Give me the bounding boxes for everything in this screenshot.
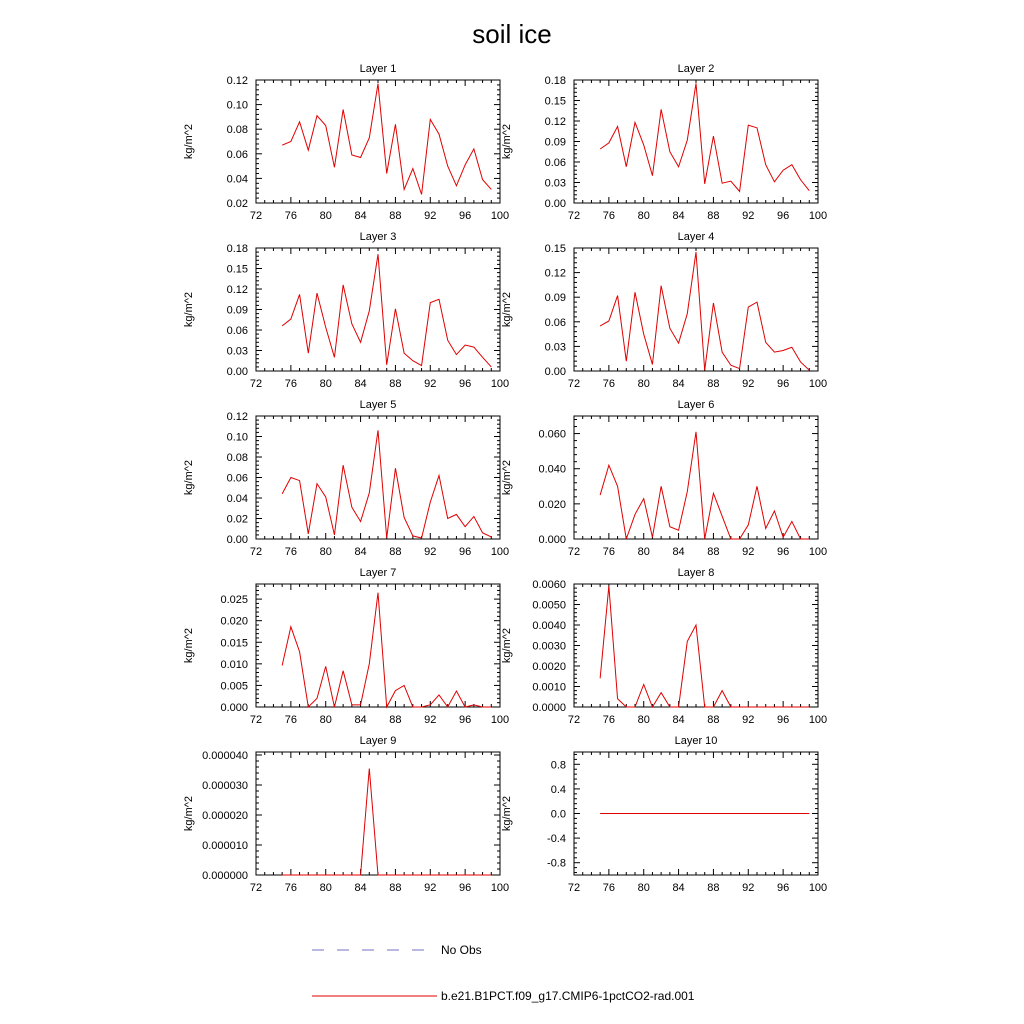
x-tick-label: 84 [672, 210, 685, 222]
x-tick-label: 96 [777, 714, 790, 726]
y-tick-label: 0.000 [220, 702, 248, 714]
y-tick-label: 0.08 [226, 452, 248, 464]
series-line [600, 432, 809, 539]
x-tick-label: 92 [742, 714, 755, 726]
y-tick-label: 0.15 [544, 243, 566, 255]
panel-layer-4 [501, 231, 827, 390]
x-tick-label: 84 [672, 714, 685, 726]
x-tick-label: 80 [637, 210, 650, 222]
x-tick-label: 84 [354, 546, 367, 558]
x-tick-label: 76 [284, 714, 297, 726]
x-tick-label: 84 [672, 882, 685, 894]
x-tick-label: 88 [389, 210, 402, 222]
x-tick-label: 100 [490, 546, 510, 558]
panel-title: Layer 7 [359, 567, 397, 579]
y-tick-label: 0.000 [538, 534, 566, 546]
series-line [600, 252, 809, 370]
x-tick-label: 84 [672, 378, 685, 390]
plot-frame [256, 752, 500, 875]
y-tick-label: 0.00 [226, 534, 248, 546]
y-axis-label: kg/m^2 [501, 627, 513, 664]
legend-no-obs-label: No Obs [441, 943, 482, 957]
y-tick-label: 0.09 [544, 136, 566, 149]
panel-title: Layer 2 [677, 63, 715, 75]
x-tick-label: 96 [777, 882, 790, 894]
x-tick-label: 92 [424, 882, 437, 894]
x-tick-label: 72 [249, 882, 263, 894]
x-tick-label: 72 [567, 378, 581, 390]
y-tick-label: 0.06 [544, 157, 566, 169]
y-tick-label: 0.0010 [532, 681, 566, 694]
x-tick-label: 100 [490, 714, 510, 726]
y-tick-label: 0.04 [226, 493, 248, 505]
y-tick-label: 0.02 [226, 198, 248, 210]
y-tick-label: 0.0060 [532, 579, 566, 591]
y-tick-label: 0.00 [544, 198, 566, 210]
x-tick-label: 88 [707, 714, 720, 726]
x-tick-label: 88 [389, 882, 402, 894]
y-tick-label: 0.12 [226, 411, 248, 423]
y-axis-label: kg/m^2 [183, 459, 195, 496]
y-tick-label: 0.020 [538, 498, 566, 511]
x-tick-label: 88 [389, 546, 402, 558]
x-tick-label: 92 [424, 210, 437, 222]
x-tick-label: 88 [707, 546, 720, 558]
y-tick-label: 0.00 [544, 366, 566, 378]
x-tick-label: 96 [777, 546, 790, 558]
x-tick-label: 84 [354, 210, 367, 222]
x-tick-label: 96 [459, 378, 472, 390]
x-tick-label: 100 [808, 546, 828, 558]
y-tick-label: 0.0050 [532, 599, 566, 612]
x-tick-label: 72 [567, 210, 581, 222]
x-tick-label: 80 [319, 882, 332, 894]
y-tick-label: 0.06 [226, 148, 248, 161]
y-tick-label: 0.04 [226, 173, 248, 186]
x-tick-label: 72 [249, 210, 263, 222]
panel-layer-3 [183, 231, 509, 390]
y-axis-label: kg/m^2 [183, 627, 195, 664]
plot-frame [256, 584, 500, 707]
legend [312, 943, 695, 1003]
panel-title: Layer 3 [359, 231, 397, 243]
y-tick-label: 0.12 [226, 284, 248, 296]
series-line [282, 254, 491, 367]
plot-frame [574, 80, 818, 203]
x-tick-label: 88 [389, 714, 402, 726]
y-axis-label: kg/m^2 [501, 291, 513, 328]
y-tick-label: 0.0040 [532, 620, 566, 632]
x-tick-label: 80 [319, 378, 332, 390]
y-tick-label: 0.18 [226, 243, 248, 255]
x-tick-label: 76 [284, 378, 297, 390]
x-tick-label: 100 [808, 882, 828, 894]
y-axis-label: kg/m^2 [501, 459, 513, 496]
y-tick-label: 0.02 [226, 513, 248, 526]
x-tick-label: 96 [459, 546, 472, 558]
y-axis-label: kg/m^2 [501, 123, 513, 160]
x-tick-label: 76 [284, 882, 297, 894]
panel-layer-8 [501, 567, 827, 726]
x-tick-label: 80 [637, 882, 650, 894]
y-tick-label: 0.4 [550, 783, 566, 796]
x-tick-label: 76 [284, 210, 297, 222]
plot-frame [256, 248, 500, 371]
panel-layer-9 [183, 735, 509, 894]
series-line [282, 769, 491, 876]
y-tick-label: 0.010 [220, 658, 248, 671]
x-tick-label: 100 [808, 210, 828, 222]
x-tick-label: 88 [707, 378, 720, 390]
x-tick-label: 96 [459, 210, 472, 222]
y-tick-label: 0.10 [226, 431, 248, 444]
y-tick-label: 0.08 [226, 124, 248, 137]
x-tick-label: 72 [567, 882, 581, 894]
y-tick-label: 0.06 [226, 325, 248, 337]
y-tick-label: 0.0 [550, 808, 566, 821]
y-tick-label: 0.12 [544, 116, 566, 128]
y-tick-label: 0.040 [538, 463, 566, 476]
panel-title: Layer 9 [359, 735, 397, 747]
y-tick-label: 0.015 [220, 637, 248, 650]
y-tick-label: 0.000010 [202, 840, 248, 852]
panels [183, 63, 827, 894]
figure-title: soil ice [472, 19, 552, 49]
y-tick-label: 0.03 [544, 341, 566, 354]
series-line [282, 430, 491, 538]
y-tick-label: 0.000020 [202, 810, 248, 822]
x-tick-label: 72 [249, 378, 263, 390]
y-tick-label: 0.00 [226, 366, 248, 378]
x-tick-label: 80 [319, 714, 332, 726]
panel-layer-10 [501, 735, 827, 894]
x-tick-label: 72 [567, 714, 581, 726]
x-tick-label: 80 [319, 210, 332, 222]
x-tick-label: 76 [602, 210, 615, 222]
panel-title: Layer 4 [677, 231, 715, 243]
x-tick-label: 76 [284, 546, 297, 558]
y-tick-label: 0.15 [544, 95, 566, 108]
panel-layer-1 [183, 63, 509, 222]
panel-title: Layer 10 [674, 735, 718, 747]
y-tick-label: 0.18 [544, 75, 566, 87]
y-tick-label: 0.0030 [532, 640, 566, 653]
panel-layer-2 [501, 63, 827, 222]
x-tick-label: 80 [637, 546, 650, 558]
x-tick-label: 76 [602, 378, 615, 390]
series-line [282, 593, 491, 707]
y-tick-label: 0.005 [220, 680, 248, 693]
x-tick-label: 92 [424, 546, 437, 558]
x-tick-label: 88 [707, 210, 720, 222]
x-tick-label: 76 [602, 714, 615, 726]
x-tick-label: 96 [777, 210, 790, 222]
panel-title: Layer 5 [359, 399, 397, 411]
y-tick-label: 0.06 [226, 472, 248, 485]
x-tick-label: 80 [637, 378, 650, 390]
x-tick-label: 96 [459, 714, 472, 726]
x-tick-label: 84 [354, 882, 367, 894]
y-axis-label: kg/m^2 [183, 795, 195, 832]
y-tick-label: -0.4 [547, 833, 566, 846]
series-line [600, 586, 809, 707]
panel-title: Layer 8 [677, 567, 715, 579]
x-tick-label: 100 [490, 210, 510, 222]
y-tick-label: 0.03 [544, 177, 566, 190]
x-tick-label: 92 [424, 378, 437, 390]
y-tick-label: 0.000000 [202, 870, 248, 882]
x-tick-label: 92 [742, 882, 755, 894]
plot-frame [574, 248, 818, 371]
x-tick-label: 92 [742, 210, 755, 222]
plot-frame [256, 80, 500, 203]
x-tick-label: 72 [249, 714, 263, 726]
panel-title: Layer 1 [359, 63, 397, 75]
x-tick-label: 76 [602, 882, 615, 894]
y-tick-label: 0.09 [544, 292, 566, 305]
y-tick-label: 0.09 [226, 304, 248, 317]
y-tick-label: 0.12 [544, 267, 566, 280]
panel-title: Layer 6 [677, 399, 715, 411]
x-tick-label: 96 [459, 882, 472, 894]
y-tick-label: 0.06 [544, 316, 566, 329]
y-tick-label: 0.020 [220, 615, 248, 628]
y-tick-label: 0.000040 [202, 750, 248, 762]
y-tick-label: 0.0020 [532, 661, 566, 673]
x-tick-label: 100 [808, 714, 828, 726]
y-tick-label: 0.10 [226, 99, 248, 112]
x-tick-label: 100 [490, 882, 510, 894]
x-tick-label: 84 [354, 714, 367, 726]
x-tick-label: 96 [777, 378, 790, 390]
x-tick-label: 88 [707, 882, 720, 894]
y-tick-label: 0.12 [226, 75, 248, 87]
y-tick-label: 0.03 [226, 345, 248, 358]
x-tick-label: 92 [742, 546, 755, 558]
y-tick-label: 0.060 [538, 428, 566, 441]
x-tick-label: 100 [490, 378, 510, 390]
y-axis-label: kg/m^2 [183, 291, 195, 328]
panel-layer-6 [501, 399, 827, 558]
y-tick-label: 0.025 [220, 594, 248, 607]
y-tick-label: 0.0000 [532, 702, 566, 714]
x-tick-label: 84 [672, 546, 685, 558]
x-tick-label: 76 [602, 546, 615, 558]
y-tick-label: 0.15 [226, 263, 248, 276]
legend-model-label: b.e21.B1PCT.f09_g17.CMIP6-1pctCO2-rad.001 [441, 989, 695, 1003]
series-line [600, 83, 809, 191]
x-tick-label: 72 [567, 546, 581, 558]
panel-layer-5 [183, 399, 509, 558]
y-axis-label: kg/m^2 [183, 123, 195, 160]
x-tick-label: 92 [424, 714, 437, 726]
x-tick-label: 92 [742, 378, 755, 390]
panel-layer-7 [183, 567, 509, 726]
series-line [282, 84, 491, 195]
x-tick-label: 80 [319, 546, 332, 558]
x-tick-label: 72 [249, 546, 263, 558]
y-tick-label: 0.000030 [202, 780, 248, 792]
x-tick-label: 84 [354, 378, 367, 390]
x-tick-label: 80 [637, 714, 650, 726]
y-tick-label: -0.8 [547, 857, 566, 870]
x-tick-label: 88 [389, 378, 402, 390]
x-tick-label: 100 [808, 378, 828, 390]
y-axis-label: kg/m^2 [501, 795, 513, 832]
y-tick-label: 0.8 [550, 759, 566, 772]
